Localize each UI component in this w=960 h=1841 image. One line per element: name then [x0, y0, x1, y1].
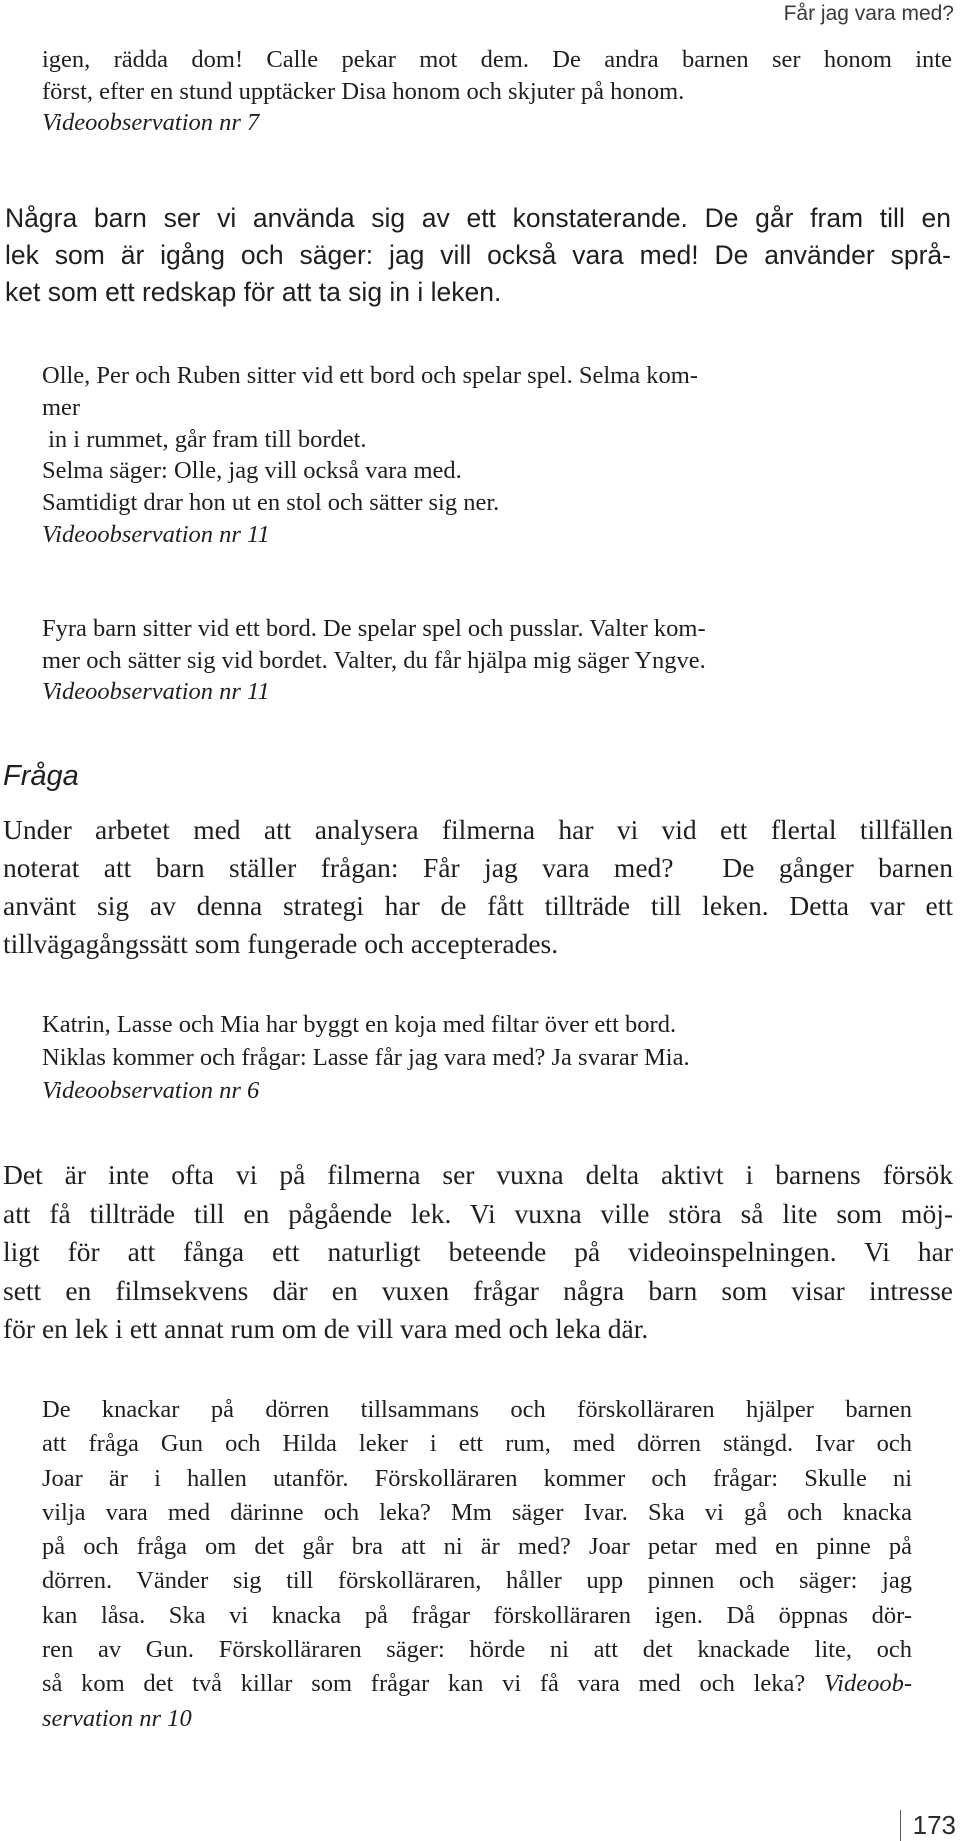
text-line: vilja vara med därinne och leka? Mm säger Ivar. Ska vi gå och knacka — [42, 1498, 912, 1526]
text-line: mer och sätter sig vid bordet. Valter, du får hjälpa mig säger Yngve. — [42, 646, 706, 674]
footer-rule — [900, 1810, 901, 1841]
quote-continuation — [42, 44, 952, 139]
text-line: Under arbetet med att analysera filmerna har vi vid ett flertal tillfällen — [3, 814, 953, 845]
text-line: lek som är igång och säger: jag vill också vara med! De använder språ- — [5, 240, 951, 270]
observation-reference: Videoobservation nr 6 — [42, 1077, 260, 1104]
text-line — [42, 1667, 912, 1701]
text-line: Katrin, Lasse och Mia har byggt en koja med filtar över ett bord. — [42, 1011, 677, 1038]
observation-quote — [42, 613, 922, 708]
text-line: för en lek i ett annat rum om de vill vara med och leka där. — [3, 1313, 649, 1344]
text-line: sett en filmsekvens där en vuxen frågar några barn som visar intresse — [3, 1274, 953, 1306]
body-paragraph — [5, 200, 951, 311]
running-header: Får jag vara med? — [783, 2, 954, 25]
text-line: igen, rädda dom! Calle pekar mot dem. De andra barnen ser honom inte — [42, 46, 952, 73]
body-paragraph — [3, 811, 953, 963]
text-line: De knackar på dörren tillsammans och förskolläraren hjälper barnen — [42, 1396, 912, 1423]
observation-reference: Videoobservation nr 11 — [42, 678, 270, 705]
text-line: noterat att barn ställer frågan: Får jag vara med? De gånger barnen — [3, 852, 953, 883]
observation-reference: servation nr 10 — [42, 1704, 192, 1732]
text-line: använt sig av denna strategi har de fått tillträde till leken. Detta var ett — [3, 890, 953, 921]
text-line: ligt för att fånga ett naturligt beteende på videoinspelningen. Vi har — [3, 1236, 953, 1267]
text-line: ket som ett redskap för att ta sig in i leken. — [5, 277, 502, 307]
observation-quote — [42, 360, 922, 551]
body-paragraph — [3, 1156, 953, 1349]
text-line: Fyra barn sitter vid ett bord. De spelar spel och pusslar. Valter kom- — [42, 615, 706, 642]
text-line: att få tillträde till en pågående lek. Vi vuxna ville störa så lite som möj- — [3, 1197, 953, 1229]
observation-reference: Videoobservation nr 7 — [42, 109, 260, 136]
text-line: Joar är i hallen utanför. Förskolläraren kommer och frågar: Skulle ni — [42, 1464, 912, 1492]
text-line: Niklas kommer och frågar: Lasse får jag vara med? Ja svarar Mia. — [42, 1044, 690, 1071]
observation-quote — [42, 1008, 922, 1107]
observation-quote — [42, 1393, 912, 1736]
text-line: Det är inte ofta vi på filmerna ser vuxna delta aktivt i barnens försök — [3, 1159, 953, 1190]
text-fragment: så kom det två killar som frågar kan vi få vara med och leka? — [42, 1670, 806, 1698]
text-line: mer — [42, 393, 81, 421]
text-line: in i rummet, går fram till bordet. — [42, 425, 367, 453]
page-number: 173 — [912, 1810, 956, 1840]
text-line: på och fråga om det går bra att ni är med? Joar petar med en pinne på — [42, 1533, 912, 1561]
text-line: tillvägagångssätt som fungerade och accepterades. — [3, 928, 559, 959]
text-line: Olle, Per och Ruben sitter vid ett bord och spelar spel. Selma kom- — [42, 362, 698, 389]
text-line: att fråga Gun och Hilda leker i ett rum, med dörren stängd. Ivar och — [42, 1430, 912, 1458]
observation-reference: Videoobservation nr 11 — [42, 520, 270, 548]
text-line: ren av Gun. Förskolläraren säger: hörde ni att det knackade lite, och — [42, 1636, 912, 1664]
text-line: dörren. Vänder sig till förskolläraren, håller upp pinnen och säger: jag — [42, 1567, 912, 1595]
text-line: Samtidigt drar hon ut en stol och sätter sig ner. — [42, 489, 500, 517]
observation-reference: Videoob- — [824, 1670, 912, 1698]
section-heading: Fråga — [3, 760, 79, 792]
text-line: Selma säger: Olle, jag vill också vara med. — [42, 457, 462, 485]
text-line: först, efter en stund upptäcker Disa honom och skjuter på honom. — [42, 77, 685, 105]
text-line: kan låsa. Ska vi knacka på frågar förskolläraren igen. Då öppnas dör- — [42, 1601, 912, 1629]
text-line: Några barn ser vi använda sig av ett konstaterande. De går fram till en — [5, 203, 951, 233]
